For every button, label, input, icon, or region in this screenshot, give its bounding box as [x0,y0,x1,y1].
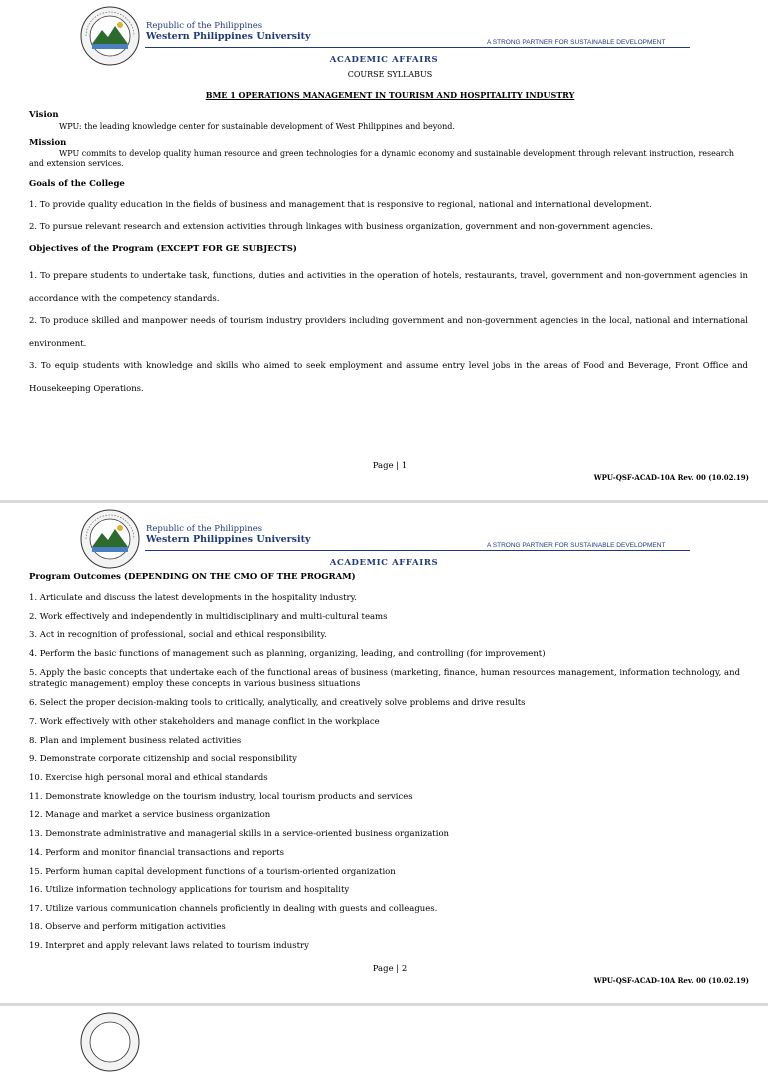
tagline: A STRONG PARTNER FOR SUSTAINABLE DEVELOPMENT [487,39,666,46]
vision-heading: Vision [29,110,59,120]
goal-item: 1. To provide quality education in the fields of business and management that is responsive to regional, national and international development. [29,200,652,210]
outcome-item: 11. Demonstrate knowledge on the tourism industry, local tourism products and services [29,792,413,802]
outcome-item: 10. Exercise high personal moral and ethical standards [29,773,268,783]
course-title: BME 1 OPERATIONS MANAGEMENT IN TOURISM AND HOSPITALITY INDUSTRY [205,90,575,100]
outcome-item: 15. Perform human capital development functions of a tourism-oriented organization [29,867,396,877]
syllabus-page-1 [0,0,768,500]
objective-item: 2. To produce skilled and manpower needs of tourism industry providers including government and non-government agencies in the local, national and international environment. [29,316,748,349]
outcome-item: 9. Demonstrate corporate citizenship and social responsibility [29,754,297,764]
document-code: WPU-QSF-ACAD-10A Rev. 00 (10.02.19) [593,473,749,482]
outcome-item: 19. Interpret and apply relevant laws related to tourism industry [29,941,309,951]
syllabus-page-3-partial [0,1006,768,1036]
outcome-item: 2. Work effectively and independently in multidisciplinary and multi-cultural teams [29,612,388,622]
objective-item: 1. To prepare students to undertake task, functions, duties and activities in the operation of hotels, restaurants, travel, government and non-government agencies in accordance with the competency standards. [29,271,748,304]
outcome-item: 17. Utilize various communication channels proficiently in dealing with guests and colleagues. [29,904,438,914]
outcome-item: 6. Select the proper decision-making tools to critically, analytically, and creatively solve problems and drive results [29,698,526,708]
university-seal-logo [80,1012,140,1072]
doc-type: COURSE SYLLABUS [347,70,433,79]
university-name: Western Philippines University [146,534,311,545]
outcome-item: 3. Act in recognition of professional, social and ethical responsibility. [29,630,327,640]
outcome-item: 12. Manage and market a service business organization [29,810,271,820]
syllabus-page-2 [0,503,768,1003]
outcome-item: 1. Articulate and discuss the latest developments in the hospitality industry. [29,593,357,603]
goals-heading: Goals of the College [29,179,125,189]
document-code: WPU-QSF-ACAD-10A Rev. 00 (10.02.19) [593,976,749,985]
outcome-item: 8. Plan and implement business related activities [29,736,242,746]
objectives-heading: Objectives of the Program (EXCEPT FOR GE SUBJECTS) [29,244,297,254]
outcome-item: 4. Perform the basic functions of management such as planning, organizing, leading, and controlling (for improvement) [29,649,546,659]
header-rule [145,47,690,48]
page-number: Page | 2 [372,964,408,974]
office-heading: ACADEMIC AFFAIRS [329,558,439,568]
outcome-item: 18. Observe and perform mitigation activities [29,922,226,932]
republic-label: Republic of the Philippines [146,21,263,31]
outcomes-heading: Program Outcomes (DEPENDING ON THE CMO OF THE PROGRAM) [29,572,356,582]
office-heading: ACADEMIC AFFAIRS [329,55,439,65]
objective-item: 3. To equip students with knowledge and skills who aimed to seek employment and assume entry level jobs in the areas of Food and Beverage, Front Office and Housekeeping Operations. [29,361,748,394]
outcome-item: 14. Perform and monitor financial transactions and reports [29,848,284,858]
outcome-item: 16. Utilize information technology applications for tourism and hospitality [29,885,350,895]
page-number: Page | 1 [372,461,408,471]
vision-text: WPU: the leading knowledge center for sustainable development of West Philippines and beyond. [59,122,455,131]
university-name: Western Philippines University [146,31,311,42]
tagline: A STRONG PARTNER FOR SUSTAINABLE DEVELOPMENT [487,542,666,549]
mission-text: WPU commits to develop quality human resource and green technologies for a dynamic economy and sustainable development through relevant instruction, research and extension services. [29,149,735,168]
goal-item: 2. To pursue relevant research and extension activities through linkages with business organization, government and non-government agencies. [29,222,653,232]
outcome-item: 13. Demonstrate administrative and managerial skills in a service-oriented business organization [29,829,450,839]
header-rule [145,550,690,551]
outcome-item: 5. Apply the basic concepts that undertake each of the functional areas of business (marketing, finance, human resources management, information technology, and strategic management) employ these concepts in various business situations [29,668,741,689]
republic-label: Republic of the Philippines [146,524,263,534]
mission-heading: Mission [29,138,67,148]
outcome-item: 7. Work effectively with other stakeholders and manage conflict in the workplace [29,717,380,727]
